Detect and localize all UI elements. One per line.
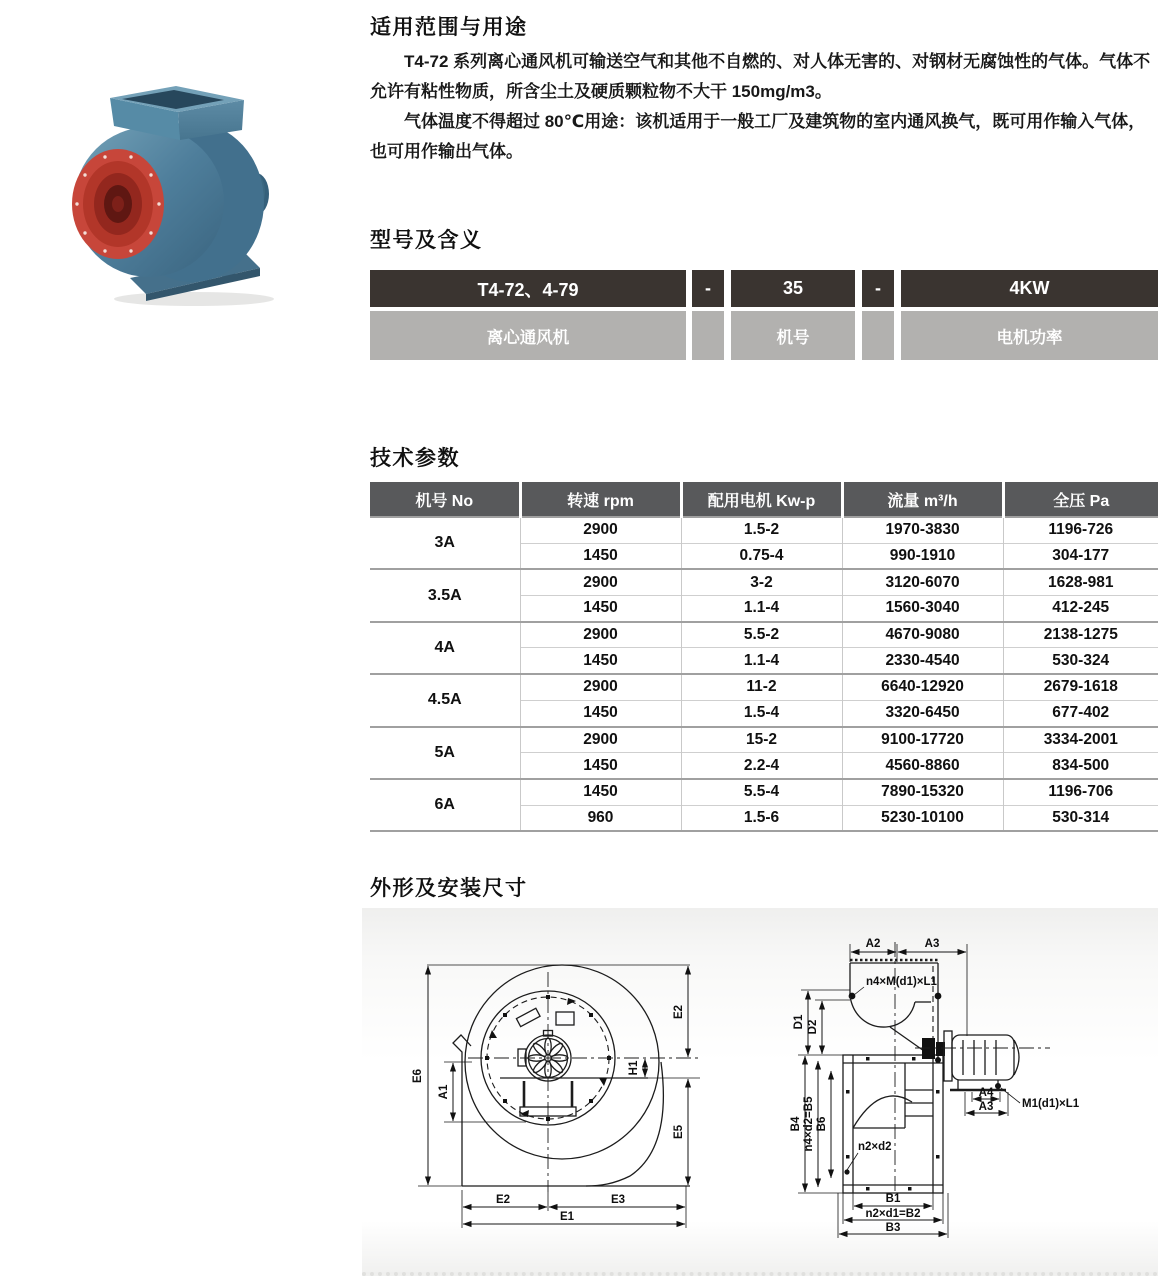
spec-size-cell: 5A: [370, 727, 520, 779]
dim-label-b2: n2×d1=B2: [865, 1208, 921, 1220]
dim-label-e1: E1: [559, 1211, 575, 1223]
casing-bolt-marks: [846, 1057, 940, 1191]
model-power-cell: 4KW: [901, 270, 1158, 307]
model-dash-cell: -: [862, 270, 894, 307]
spec-value-cell: 2900: [520, 727, 681, 753]
spec-row: [370, 779, 1158, 805]
spec-row: [370, 569, 1158, 595]
model-table: [370, 270, 1158, 360]
spec-value-cell: 1450: [520, 779, 681, 805]
spec-value-cell: 834-500: [1003, 753, 1158, 779]
spec-value-cell: 6640-12920: [842, 674, 1003, 700]
model-size-cell: 35: [731, 270, 855, 307]
dim-label-a3-top: A3: [924, 938, 940, 950]
dim-label-b6: B6: [816, 1116, 828, 1132]
spec-value-cell: 2330-4540: [842, 648, 1003, 674]
spec-value-cell: 4560-8860: [842, 753, 1003, 779]
spec-value-cell: 1.5-2: [681, 517, 842, 543]
centrifugal-fan-photo: [72, 80, 284, 312]
spec-size-cell: 4.5A: [370, 674, 520, 726]
dim-label-b3: B3: [885, 1222, 901, 1234]
specs-header-pressure: 全压 Pa: [1003, 482, 1158, 517]
spec-value-cell: 1.1-4: [681, 596, 842, 622]
spec-value-cell: 1.1-4: [681, 648, 842, 674]
spec-size-cell: 4A: [370, 622, 520, 674]
spec-value-cell: 990-1910: [842, 543, 1003, 569]
spec-value-cell: 1450: [520, 753, 681, 779]
spec-size-cell: 3A: [370, 517, 520, 569]
spec-value-cell: 1196-726: [1003, 517, 1158, 543]
dim-label-b1: B1: [885, 1193, 901, 1205]
spec-value-cell: 9100-17720: [842, 727, 1003, 753]
specs-table-body: [370, 517, 1158, 831]
spec-value-cell: 15-2: [681, 727, 842, 753]
fan-inlet: [72, 149, 164, 259]
usage-paragraph-2: 气体温度不得超过 80℃用途：该机适用于一般工厂及建筑物的室内通风换气，既可用作输入气体，也可用作输出气体。: [370, 112, 1146, 161]
spec-value-cell: 2900: [520, 674, 681, 700]
spec-value-cell: 4670-9080: [842, 622, 1003, 648]
spec-value-cell: 412-245: [1003, 596, 1158, 622]
spec-value-cell: 1450: [520, 596, 681, 622]
model-dash-cell: -: [692, 270, 724, 307]
spec-value-cell: 3120-6070: [842, 569, 1003, 595]
spec-value-cell: 2.2-4: [681, 753, 842, 779]
spec-value-cell: 677-402: [1003, 700, 1158, 726]
dim-label-b5: n4×d2=B5: [803, 1096, 815, 1152]
spec-size-cell: 6A: [370, 779, 520, 831]
dim-label-e2-top: E2: [673, 1004, 685, 1020]
spec-value-cell: 530-314: [1003, 805, 1158, 831]
spec-value-cell: 2138-1275: [1003, 622, 1158, 648]
side-view-drawing: [412, 965, 700, 1228]
model-code-row: [370, 270, 1158, 307]
spec-value-cell: 304-177: [1003, 543, 1158, 569]
spec-value-cell: 11-2: [681, 674, 842, 700]
spec-value-cell: 2679-1618: [1003, 674, 1158, 700]
dim-label-b4: B4: [790, 1116, 802, 1132]
spec-size-cell: 3.5A: [370, 569, 520, 621]
spec-value-cell: 1.5-6: [681, 805, 842, 831]
callout-motor-bolt: M1(d1)×L1: [1022, 1098, 1080, 1110]
section-title-model: 型号及含义: [370, 229, 483, 252]
dim-label-a3-bottom: A3: [978, 1101, 994, 1113]
spec-value-cell: 3334-2001: [1003, 727, 1158, 753]
spec-row: [370, 727, 1158, 753]
dim-label-e2-bottom: E2: [495, 1194, 511, 1206]
callout-base-holes: n2×d2: [858, 1141, 892, 1153]
dim-label-d2: D2: [807, 1019, 819, 1035]
spec-value-cell: 2900: [520, 569, 681, 595]
spec-row: [370, 517, 1158, 543]
spec-value-cell: 2900: [520, 517, 681, 543]
spec-value-cell: 1.5-4: [681, 700, 842, 726]
dim-label-a4: A4: [978, 1087, 994, 1099]
specs-header-row: [370, 482, 1158, 517]
spec-value-cell: 530-324: [1003, 648, 1158, 674]
spec-value-cell: 1628-981: [1003, 569, 1158, 595]
model-power-label: 电机功率: [901, 311, 1158, 360]
specs-table: [370, 482, 1158, 832]
front-view-drawing: [790, 938, 1080, 1238]
spec-value-cell: 1970-3830: [842, 517, 1003, 543]
dim-label-h1: H1: [628, 1060, 640, 1076]
spec-value-cell: 5230-10100: [842, 805, 1003, 831]
spec-row: [370, 674, 1158, 700]
dim-label-e5: E5: [673, 1124, 685, 1140]
spec-value-cell: 0.75-4: [681, 543, 842, 569]
spec-value-cell: 960: [520, 805, 681, 831]
section-title-usage: 适用范围与用途: [370, 16, 528, 39]
dimension-drawings: [362, 908, 1158, 1272]
specs-header-size: 机号 No: [370, 482, 520, 517]
model-spacer: [692, 311, 724, 360]
section-title-dimensions: 外形及安装尺寸: [370, 877, 528, 900]
spec-value-cell: 2900: [520, 622, 681, 648]
dim-label-e6: E6: [412, 1068, 424, 1084]
model-series-cell: T4-72、4-79: [370, 270, 686, 307]
dim-label-e3: E3: [610, 1194, 626, 1206]
dim-label-d1: D1: [793, 1014, 805, 1030]
spec-value-cell: 1450: [520, 543, 681, 569]
spec-value-cell: 5.5-4: [681, 779, 842, 805]
spec-value-cell: 5.5-2: [681, 622, 842, 648]
spec-row: [370, 622, 1158, 648]
specs-header-rpm: 转速 rpm: [520, 482, 681, 517]
model-spacer: [862, 311, 894, 360]
dim-label-a2: A2: [865, 938, 881, 950]
spec-value-cell: 7890-15320: [842, 779, 1003, 805]
spec-value-cell: 1560-3040: [842, 596, 1003, 622]
model-size-label: 机号: [731, 311, 855, 360]
spec-value-cell: 3-2: [681, 569, 842, 595]
model-meaning-row: [370, 311, 1158, 360]
spec-value-cell: 3320-6450: [842, 700, 1003, 726]
model-series-label: 离心通风机: [370, 311, 686, 360]
callout-flange-bolts: n4×M(d1)×L1: [866, 976, 937, 988]
specs-header-motor: 配用电机 Kw-p: [681, 482, 842, 517]
spec-value-cell: 1450: [520, 648, 681, 674]
usage-paragraph-1: T4-72 系列离心通风机可输送空气和其他不自燃的、对人体无害的、对钢材无腐蚀性的气体。气体不允许有粘性物质，所含尘土及硬质颗粒物不大干 150mg/m3。: [370, 52, 1151, 101]
spec-value-cell: 1450: [520, 700, 681, 726]
dim-label-a1: A1: [438, 1084, 450, 1100]
specs-header-flow: 流量 m³/h: [842, 482, 1003, 517]
spec-value-cell: 1196-706: [1003, 779, 1158, 805]
section-title-specs: 技术参数: [370, 447, 460, 470]
